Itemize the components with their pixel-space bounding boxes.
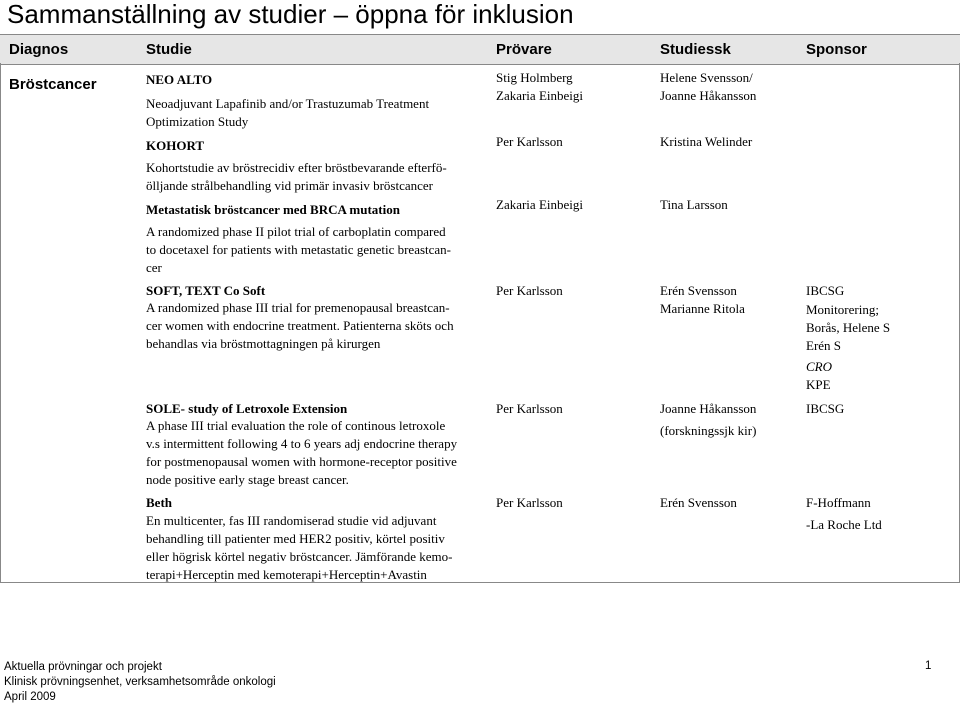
study-description-line: node positive early stage breast cancer.	[146, 472, 349, 487]
investigator: Stig Holmberg	[496, 70, 573, 85]
study-nurse: Joanne Håkansson	[660, 88, 757, 103]
page-number: 1	[925, 660, 932, 672]
header-sponsor: Sponsor	[806, 41, 867, 58]
study-description-line: behandling till patienter med HER2 positiv, körtel positiv	[146, 531, 445, 546]
table-border	[0, 63, 1, 582]
investigator: Per Karlsson	[496, 283, 563, 298]
table-bottom-border	[0, 582, 960, 583]
diagnosis-cell: Bröstcancer	[9, 76, 97, 93]
header-studiessk: Studiessk	[660, 41, 731, 58]
study-nurse: Tina Larsson	[660, 197, 728, 212]
study-title: Beth	[146, 495, 172, 510]
study-description-line: behandlas via bröstmottagningen på kirurgen	[146, 336, 381, 351]
table-header-row	[0, 34, 960, 65]
study-nurse: Erén Svensson	[660, 495, 737, 510]
study-description-line: for postmenopausal women with hormone-receptor positive	[146, 454, 457, 469]
study-description-line: Optimization Study	[146, 114, 249, 129]
study-description-line: cer	[146, 260, 162, 275]
header-provare: Prövare	[496, 41, 552, 58]
study-description-line: to docetaxel for patients with metastatic genetic breastcan-	[146, 242, 452, 257]
study-nurse: Marianne Ritola	[660, 301, 745, 316]
sponsor: Borås, Helene S	[806, 320, 891, 335]
study-nurse: (forskningssjk kir)	[660, 423, 757, 438]
footer-line: April 2009	[4, 691, 56, 703]
header-studie: Studie	[146, 41, 192, 58]
study-title: SOFT, TEXT Co Soft	[146, 283, 266, 298]
study-description-line: eller högrisk körtel negativ bröstcancer. Jämförande kemo-	[146, 549, 453, 564]
study-nurse: Erén Svensson	[660, 283, 737, 298]
header-diagnos: Diagnos	[9, 41, 69, 58]
sponsor: IBCSG	[806, 283, 845, 298]
study-nurse: Kristina Welinder	[660, 134, 753, 149]
study-title: SOLE- study of Letroxole Extension	[146, 401, 348, 416]
study-description-line: v.s intermittent following 4 to 6 years adj endocrine therapy	[146, 436, 458, 451]
study-title: NEO ALTO	[146, 72, 213, 87]
sponsor: Erén S	[806, 338, 842, 353]
sponsor-cro-label: CRO	[806, 359, 832, 374]
investigator: Zakaria Einbeigi	[496, 197, 583, 212]
study-title: KOHORT	[146, 138, 205, 153]
investigator: Per Karlsson	[496, 495, 563, 510]
sponsor: IBCSG	[806, 401, 845, 416]
investigator: Zakaria Einbeigi	[496, 88, 583, 103]
footer-line: Aktuella prövningar och projekt	[4, 661, 162, 673]
page-title: Sammanställning av studier – öppna för inklusion	[7, 0, 574, 29]
investigator: Per Karlsson	[496, 134, 563, 149]
sponsor: -La Roche Ltd	[806, 517, 882, 532]
study-description-line: A phase III trial evaluation the role of continous letroxole	[146, 418, 446, 433]
footer-line: Klinisk prövningsenhet, verksamhetsområde onkologi	[4, 676, 276, 688]
study-description-line: En multicenter, fas III randomiserad studie vid adjuvant	[146, 513, 437, 528]
sponsor: KPE	[806, 377, 831, 392]
investigator: Per Karlsson	[496, 401, 563, 416]
sponsor: Monitorering;	[806, 302, 879, 317]
study-description-line: A randomized phase II pilot trial of carboplatin compared	[146, 224, 446, 239]
study-nurse: Joanne Håkansson	[660, 401, 757, 416]
footer	[4, 660, 276, 705]
study-description-line: cer women with endocrine treatment. Patienterna sköts och	[146, 318, 454, 333]
study-description-line: Kohortstudie av bröstrecidiv efter bröstbevarande efterfö-	[146, 160, 447, 175]
study-description-line: A randomized phase III trial for premenopausal breastcan-	[146, 300, 450, 315]
study-description-line: terapi+Herceptin med kemoterapi+Herceptin+Avastin	[146, 567, 427, 582]
study-description-line: ölljande strålbehandling vid primär invasiv bröstcancer	[146, 178, 433, 193]
study-nurse: Helene Svensson/	[660, 70, 753, 85]
study-description-line: Neoadjuvant Lapafinib and/or Trastuzumab Treatment	[146, 96, 430, 111]
sponsor: F-Hoffmann	[806, 495, 871, 510]
study-title: Metastatisk bröstcancer med BRCA mutation	[146, 202, 400, 217]
